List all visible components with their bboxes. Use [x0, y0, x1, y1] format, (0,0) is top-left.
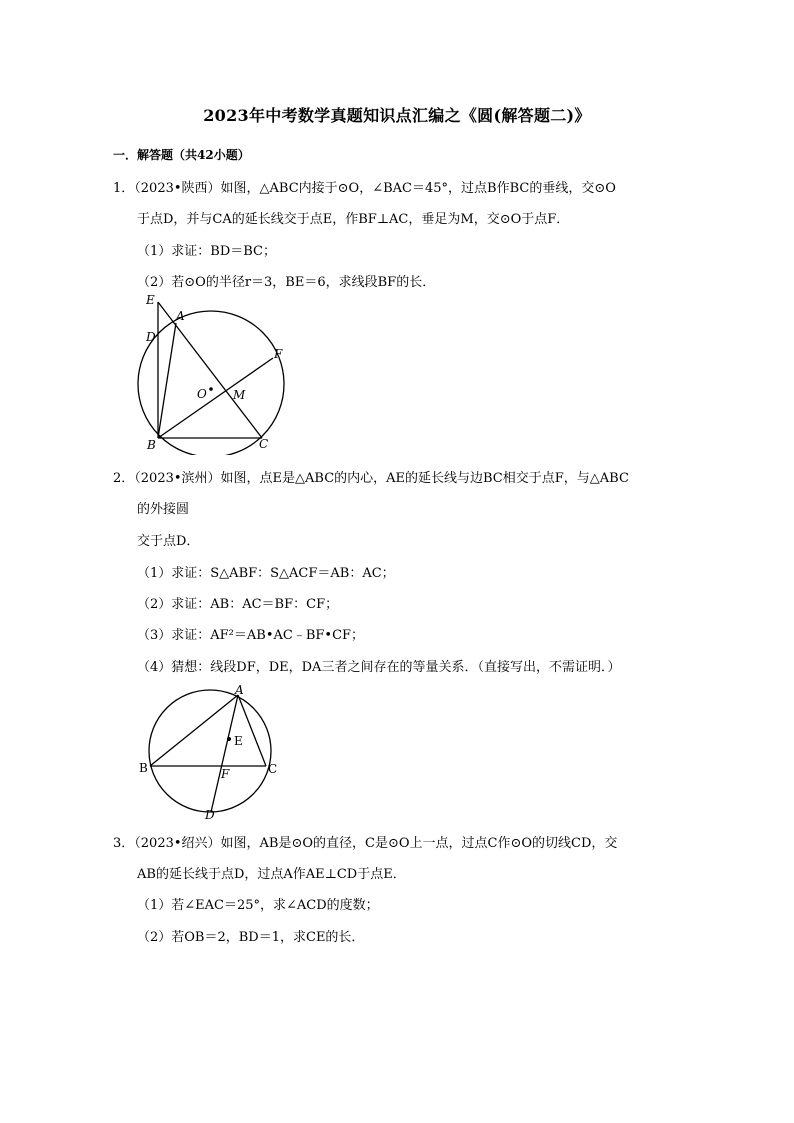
q2-label-B: B	[139, 761, 148, 775]
q1-part2: （2）若⊙O的半径r＝3，BE＝6，求线段BF的长．	[137, 275, 436, 290]
q2-part4: （4）猜想：线段DF，DE，DA三者之间存在的等量关系．（直接写出，不需证明．）	[137, 660, 621, 675]
q2-stem-line1: 2．（2023•滨州）如图，点E是△ABC的内心，AE的延长线与边BC相交于点F，与△ABC	[113, 471, 629, 486]
q1-label-O: O	[197, 387, 207, 401]
q3-stem-line1: 3．（2023•绍兴）如图，AB是⊙O的直径，C是⊙O上一点，过点C作⊙O的切线CD，交	[113, 836, 618, 851]
q2-stem-line3: 交于点D．	[137, 534, 200, 549]
section-heading: 一．解答题（共42小题）	[113, 148, 250, 162]
q1-label-M: M	[233, 388, 246, 402]
q3-stem-line2: AB的延长线于点D，过点A作AE⊥CD于点E．	[137, 867, 406, 882]
q1-label-D: D	[146, 330, 156, 344]
q3-part1: （1）若∠EAC＝25°，求∠ACD的度数；	[137, 898, 379, 913]
q2-figure	[135, 680, 285, 825]
q2-label-E: E	[234, 734, 243, 748]
q3-part2: （2）若OB＝2，BD＝1，求CE的长．	[137, 930, 365, 945]
q2-label-C: C	[268, 762, 278, 776]
q2-label-F: F	[221, 767, 230, 781]
q2-label-D: D	[205, 808, 215, 822]
q1-label-B: B	[147, 438, 156, 452]
q2-stem-line2: 的外接圆	[137, 502, 190, 517]
q2-label-A: A	[235, 683, 244, 697]
q1-part1: （1）求证：BD＝BC；	[137, 244, 276, 259]
q2-part1: （1）求证：S△ABF：S△ACF＝AB：AC；	[137, 566, 395, 581]
q1-stem-line1: 1．（2023•陕西）如图，△ABC内接于⊙O，∠BAC＝45°，过点B作BC的垂线，交⊙O	[113, 181, 616, 196]
q2-part3: （3）求证：AF²＝AB•AC﹣BF•CF；	[137, 628, 365, 643]
q1-label-E: E	[146, 293, 155, 307]
q1-label-A: A	[176, 309, 185, 323]
q1-label-C: C	[259, 437, 269, 451]
q1-stem-line2: 于点D，并与CA的延长线交于点E，作BF⊥AC，垂足为M，交⊙O于点F．	[137, 212, 570, 227]
q1-figure	[130, 290, 300, 455]
page-title: 2023年中考数学真题知识点汇编之《圆(解答题二)》	[203, 106, 591, 125]
q2-part2: （2）求证：AB：AC＝BF：CF；	[137, 597, 339, 612]
q1-label-F: F	[274, 347, 283, 361]
